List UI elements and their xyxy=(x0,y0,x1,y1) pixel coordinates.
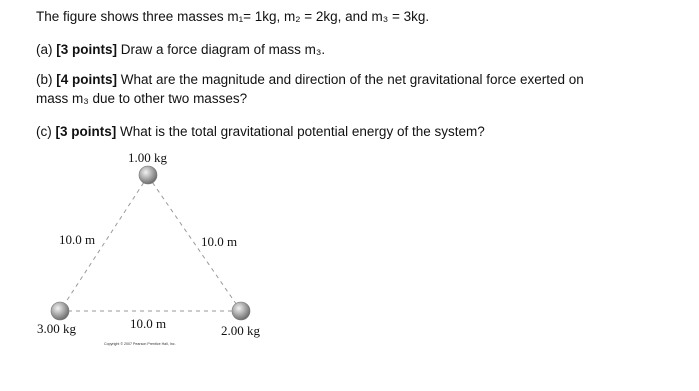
part-b-text-continued: mass m₃ due to other two masses? xyxy=(36,91,248,106)
part-c-label: (c) xyxy=(36,124,52,139)
part-b-text: What are the magnitude and direction of the net gravitational force exerted on xyxy=(120,72,584,87)
bottom-side-label: 10.0 m xyxy=(130,316,167,331)
left-mass-label: 3.00 kg xyxy=(37,321,76,336)
right-mass-ball xyxy=(232,302,250,320)
part-c-points: [3 points] xyxy=(55,124,117,139)
part-a-label: (a) xyxy=(36,42,53,57)
copyright-text: Copyright © 2007 Pearson Prentice Hall, Inc. xyxy=(104,342,176,346)
top-mass-label: 1.00 kg xyxy=(128,150,167,165)
part-b-points: [4 points] xyxy=(56,72,118,87)
part-b-label: (b) xyxy=(36,72,53,87)
top-mass-ball xyxy=(139,166,157,184)
left-mass-ball xyxy=(51,302,69,320)
right-mass-label: 2.00 kg xyxy=(221,323,260,338)
intro-text: The figure shows three masses m₁= 1kg, m₂ = 2kg, and m₃ = 3kg. xyxy=(36,9,430,24)
part-c-text: What is the total gravitational potential energy of the system? xyxy=(120,124,485,139)
left-side-label: 10.0 m xyxy=(59,232,96,247)
right-side-label: 10.0 m xyxy=(201,234,238,249)
part-a-text: Draw a force diagram of mass m₃. xyxy=(120,42,326,57)
part-a-points: [3 points] xyxy=(56,42,118,57)
